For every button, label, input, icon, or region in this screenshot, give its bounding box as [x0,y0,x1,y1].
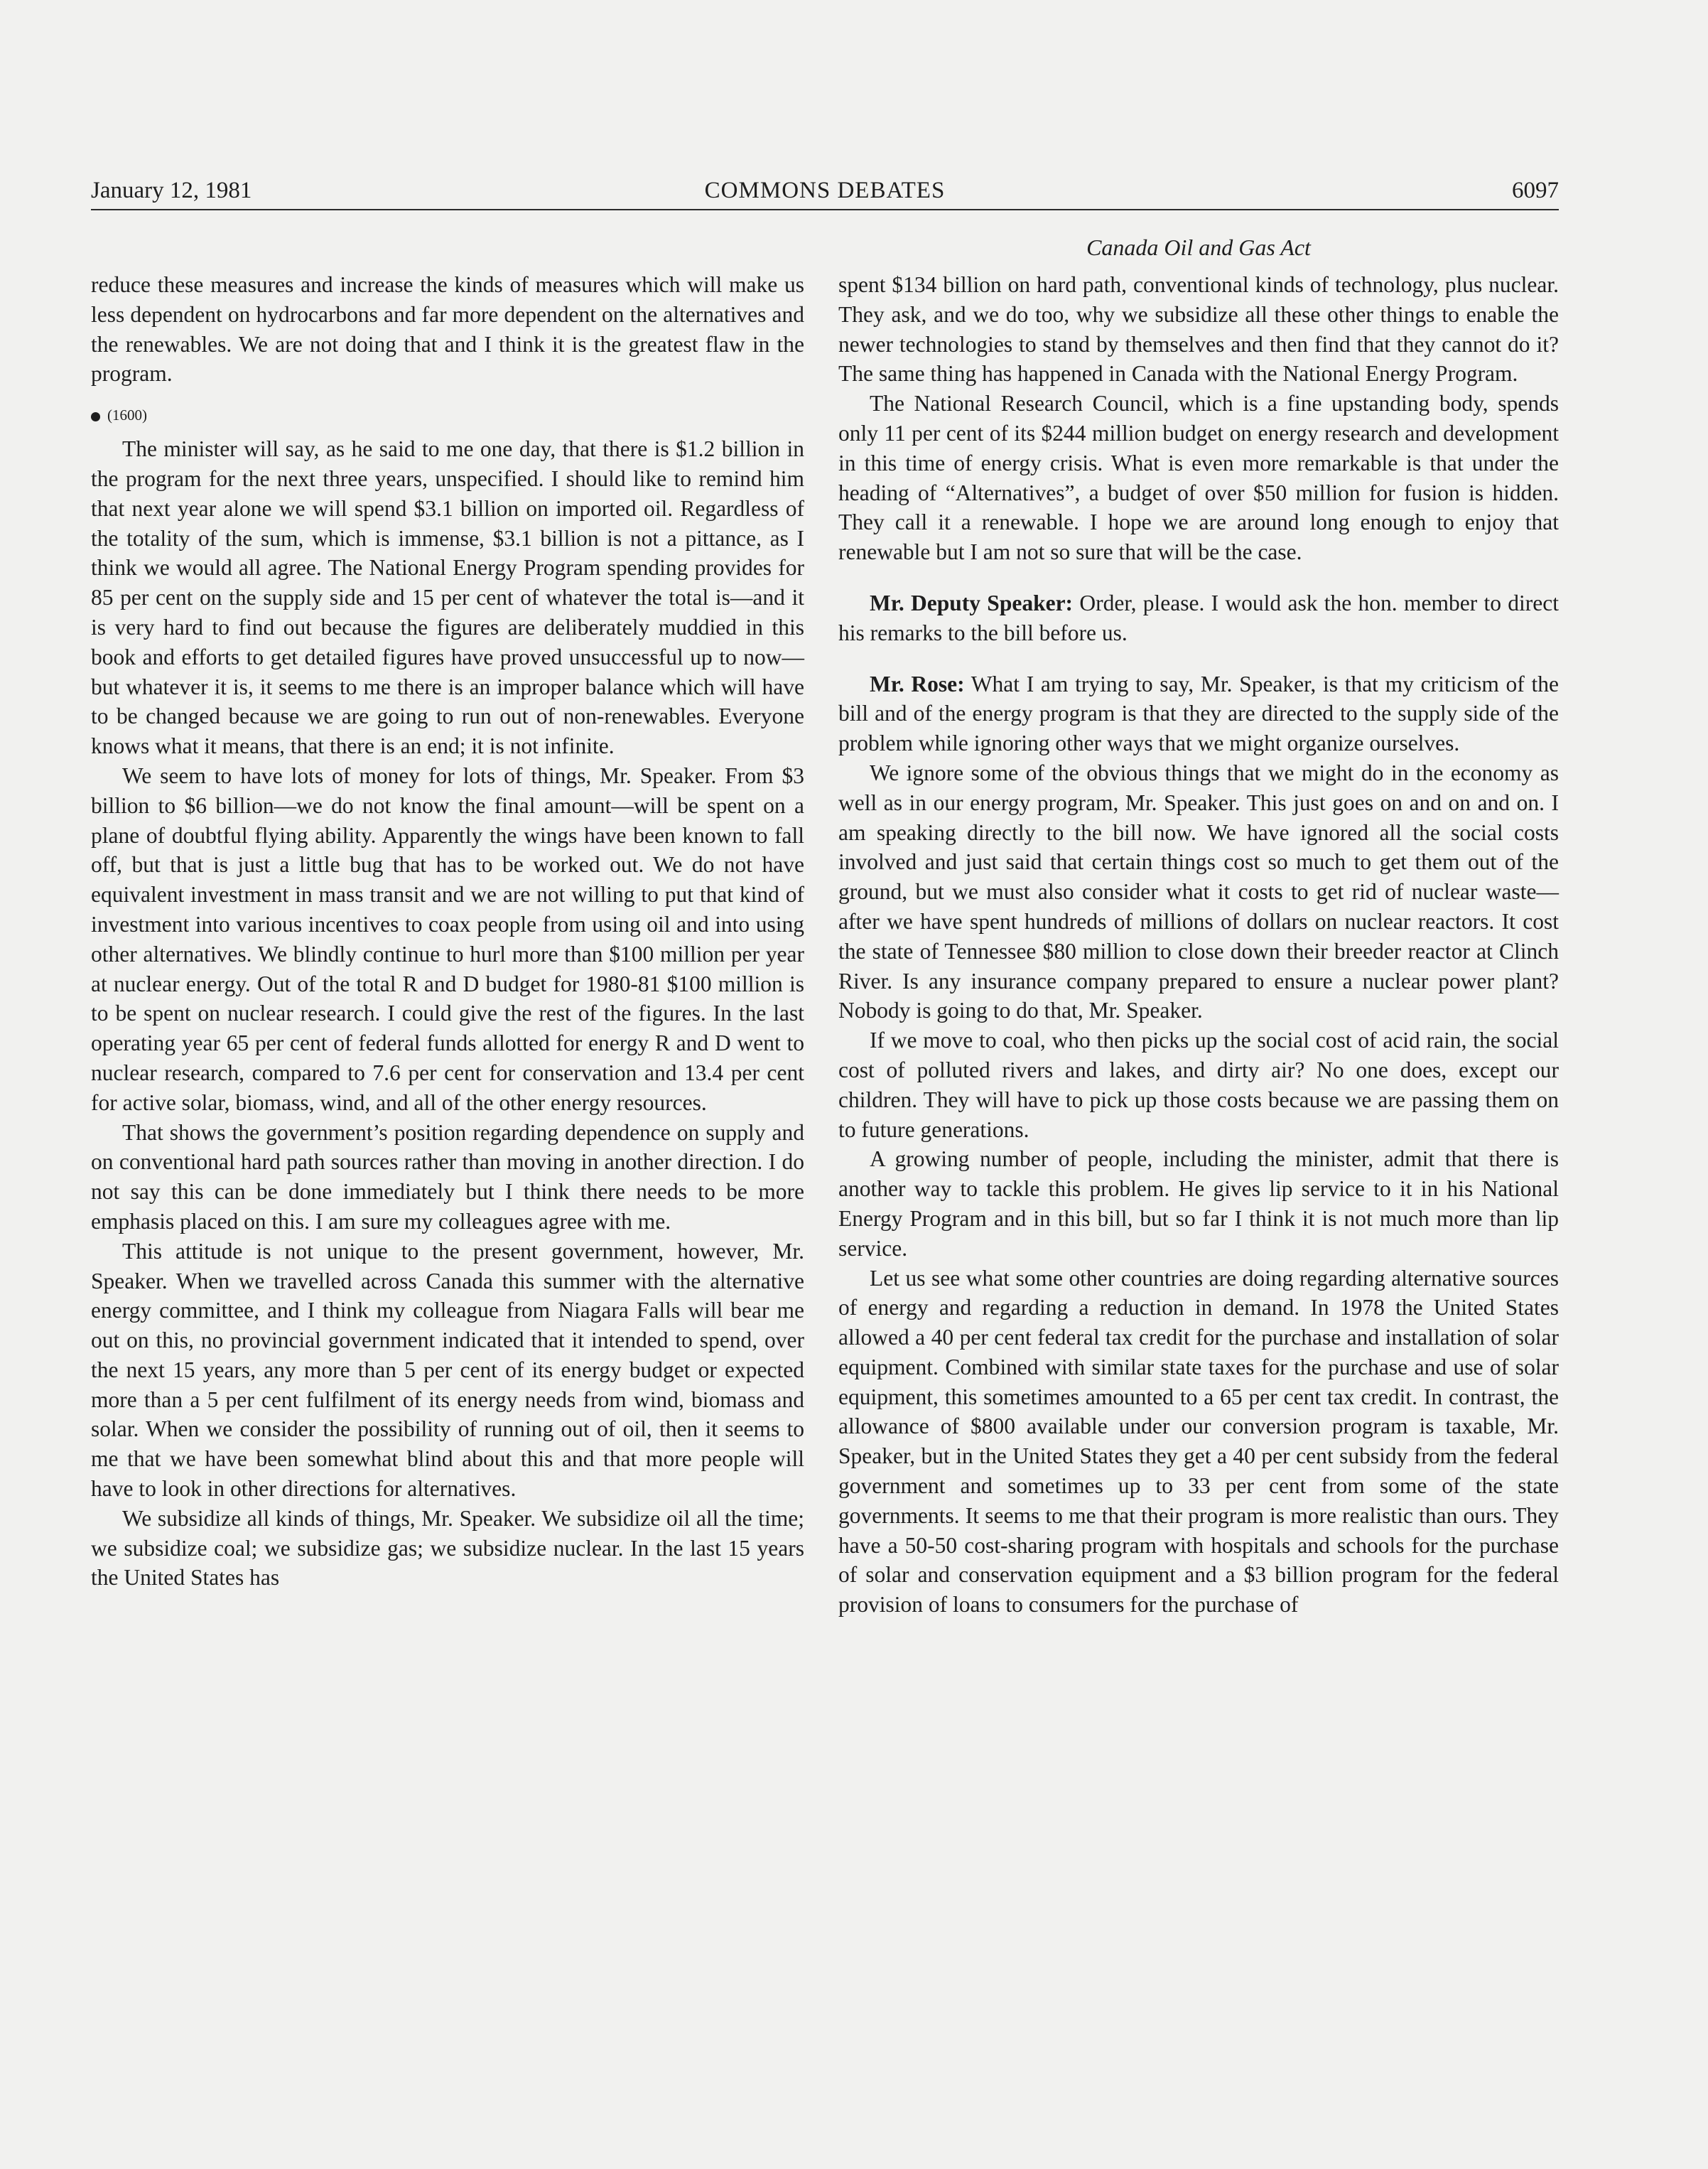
paragraph: A growing number of people, including the minister, admit that there is another way to tackle this problem. He gives lip service to it in his National Energy Program and in this bill, but so far I think it is not much more than lip service. [838,1146,1559,1261]
paragraph: We seem to have lots of money for lots of things, Mr. Speaker. From $3 billion to $6 billion—we do not know the final amount—will be spent on a plane of doubtful flying ability. Apparently the wings have been known to fall off, but that is just a little bug that has to be worked out. We do not have equivalent investment in mass transit and we are not willing to put that kind of investment into various incentives to coax people from using oil and into using other alternatives. We blindly continue to hurl more than $100 million per year at nuclear energy. Out of the total R and D budget for 1980-81 $100 million is to be spent on nuclear research. I could give the rest of the figures. In the last operating year 65 per cent of federal funds allotted for energy R and D went to nuclear research, compared to 7.6 per cent for conservation and 13.4 per cent for active solar, biomass, wind, and all of the other energy resources. [91,763,804,1115]
paragraph: spent $134 billion on hard path, conventional kinds of technology, plus nuclear. They ask, and we do too, why we subsidize all these other things to enable the newer technologies to stand by themselves and then find that they cannot do it? The same thing has happened in Canada with the National Energy Program. [838,272,1559,387]
header-date: January 12, 1981 [91,178,252,203]
paragraph: If we move to coal, who then picks up the social cost of acid rain, the social cost of polluted rivers and lakes, and dirty air? No one does, except our children. They will have to pick up those costs because we are passing them on to future generations. [838,1028,1559,1142]
paragraph: That shows the government’s position regarding dependence on supply and on conventional hard path sources rather than moving in another direction. I do not say this can be done immediately but I think there needs to be more emphasis placed on this. I am sure my colleagues agree with me. [91,1119,804,1234]
right-column [838,270,1559,1620]
speaker-name: Mr. Deputy Speaker: [870,590,1074,615]
page-number: 6097 [1512,178,1559,203]
time-marker [91,404,804,426]
paragraph: reduce these measures and increase the kinds of measures which will make us less dependent on hydrocarbons and far more dependent on the alternatives and the renewables. We are not doing that and I think it is the greatest flaw in the program. [91,272,804,387]
paragraph: Let us see what some other countries are doing regarding alternative sources of energy and regarding a reduction in demand. In 1978 the United States allowed a 40 per cent federal tax credit for the purchase and installation of solar equipment. Combined with similar state taxes for the purchase and use of solar equipment, this sometimes amounted to a 65 per cent tax credit. In contrast, the allowance of $800 available under our conversion program is taxable, Mr. Speaker, but in the United States they get a 40 per cent subsidy from the federal government and sometimes up to 33 per cent from some of the state governments. It seems to me that their program is more realistic than ours. They have a 50-50 cost-sharing program with hospitals and schools for the purchase of solar and conservation equipment and a $3 billion program for the federal provision of loans to consumers for the purchase of [838,1265,1559,1618]
header-rule [91,209,1559,210]
paragraph: The minister will say, as he said to me one day, that there is $1.2 billion in the program for the next three years, unspecified. I should like to remind him that next year alone we will spend $3.1 billion on imported oil. Regardless of the totality of the sum, which is immense, $3.1 billion is not a pittance, as I think we would all agree. The National Energy Program spending provides for 85 per cent on the supply side and 15 per cent of whatever the total is—and it is very hard to find out because the figures are deliberately muddied in this book and efforts to get detailed figures have proved unsuccessful up to now—but whatever it is, it seems to me there is an improper balance which will have to be changed because we are going to run out of non-renewables. Everyone knows what it means, that there is an end; it is not infinite. [91,436,804,759]
paragraph: We subsidize all kinds of things, Mr. Speaker. We subsidize oil all the time; we subsidize coal; we subsidize gas; we subsidize nuclear. In the last 15 years the United States has [91,1505,804,1591]
page-header [91,173,1559,208]
bullet-icon [91,412,100,421]
paragraph: The National Research Council, which is a fine upstanding body, spends only 11 per cent of its $244 million budget on energy research and development in this time of energy crisis. What is even more remarkable is that under the heading of “Alternatives”, a budget of over $50 million for fusion is hidden. They call it a renewable. I hope we are around long enough to enjoy that renewable but I am not so sure that will be the case. [838,391,1559,565]
speech-paragraph [838,588,1559,648]
paragraph: This attitude is not unique to the present government, however, Mr. Speaker. When we travelled across Canada this summer with the alternative energy committee, and I think my colleague from Niagara Falls will bear me out on this, no provincial government indicated that it intended to spend, over the next 15 years, any more than 5 per cent of its energy budget or expected more than a 5 per cent fulfilment of its energy needs from wind, biomass and solar. When we consider the possibility of running out of oil, then it seems to me that we have been somewhat blind about this and that more people will have to look in other directions for alternatives. [91,1238,804,1502]
running-title: Canada Oil and Gas Act [1086,235,1311,260]
time-marker-text: (1600) [107,407,147,424]
paragraph: We ignore some of the obvious things that we might do in the economy as well as in our energy program, Mr. Speaker. This just goes on and on and on. I am speaking directly to the bill now. We have ignored all the social costs involved and just said that certain things cost so much to get them out of the ground, but we must also consider what it costs to get rid of nuclear waste—after we have spent hundreds of millions of dollars on nuclear reactors. It cost the state of Tennessee $80 million to close down their breeder reactor at Clinch River. Is any insurance company prepared to ensure a nuclear power plant? Nobody is going to do that, Mr. Speaker. [838,760,1559,1023]
left-column [91,270,804,1593]
speaker-name: Mr. Rose: [870,671,965,696]
speech-text: What I am trying to say, Mr. Speaker, is that my criticism of the bill and of the energy program is that they are directed to the supply side of the problem while ignoring other ways that we might organize ourselves. [838,671,1559,756]
speech-paragraph [838,669,1559,758]
publication-title: COMMONS DEBATES [704,178,946,203]
speech-text: Order, please. I would ask the hon. member to direct his remarks to the bill before us. [838,590,1560,645]
